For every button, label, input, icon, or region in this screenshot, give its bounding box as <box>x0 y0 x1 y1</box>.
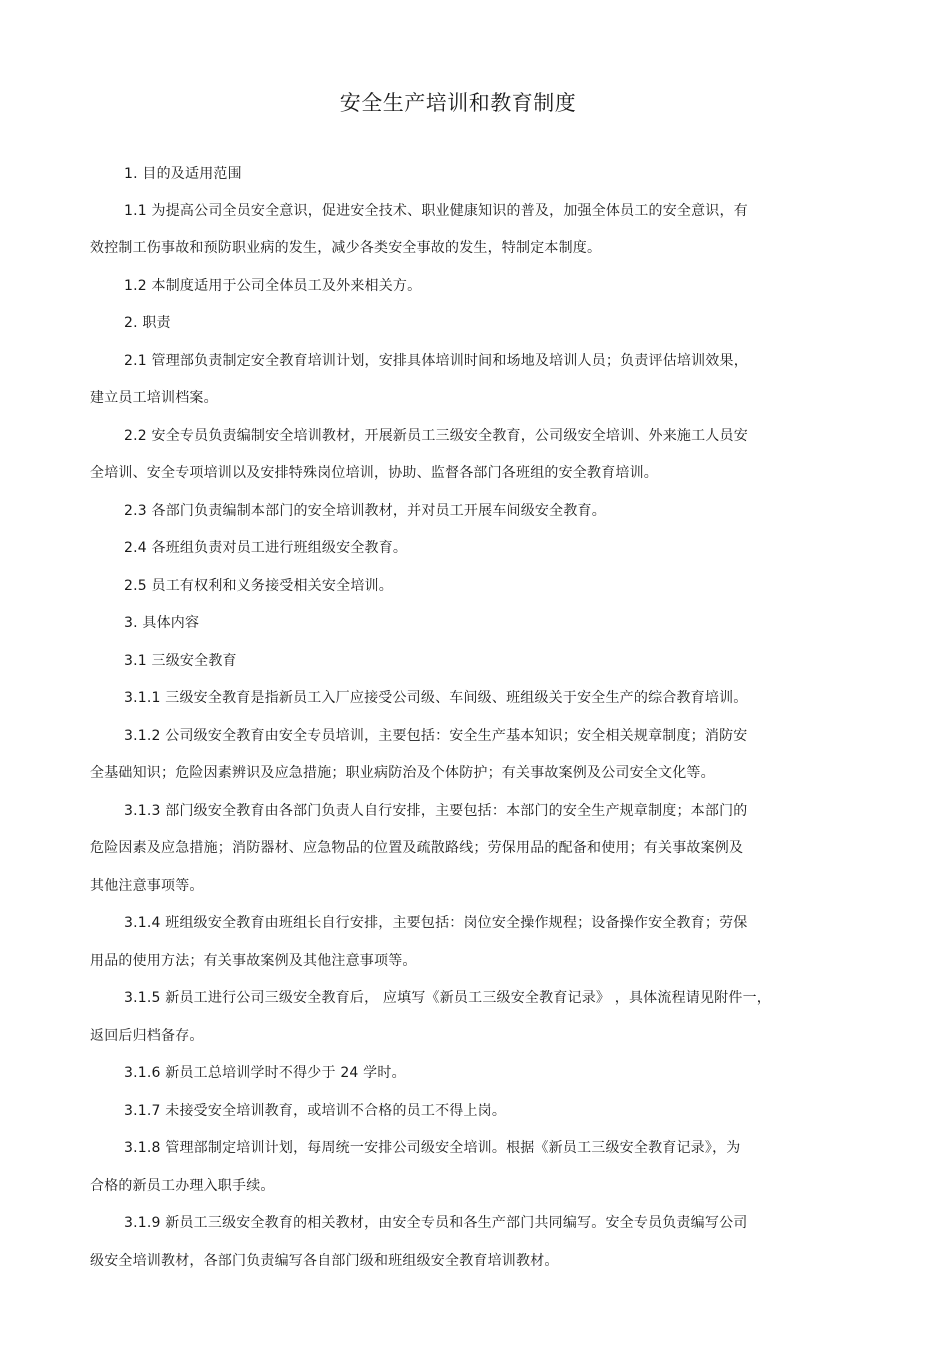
paragraph-2-2-cont: 全培训、安全专项培训以及安排特殊岗位培训，协助、监督各部门各班组的安全教育培训。 <box>90 465 658 481</box>
paragraph-2-4: 2.4 各班组负责对员工进行班组级安全教育。 <box>124 540 408 556</box>
paragraph-3-1-8-cont: 合格的新员工办理入职手续。 <box>90 1178 275 1194</box>
paragraph-2-1-cont: 建立员工培训档案。 <box>90 390 218 406</box>
paragraph-3-1-3-cont-2: 其他注意事项等。 <box>90 878 204 894</box>
paragraph-2-3: 2.3 各部门负责编制本部门的安全培训教材，并对员工开展车间级安全教育。 <box>124 503 606 519</box>
paragraph-3-1-3-cont-1: 危险因素及应急措施；消防器材、应急物品的位置及疏散路线；劳保用品的配备和使用；有关事故案例及 <box>90 840 744 856</box>
paragraph-3-1-7: 3.1.7 未接受安全培训教育，或培训不合格的员工不得上岗。 <box>124 1103 507 1119</box>
paragraph-3-1-3: 3.1.3 部门级安全教育由各部门负责人自行安排，主要包括：本部门的安全生产规章制度；本部门的 <box>124 803 748 819</box>
heading-3-1: 3.1 三级安全教育 <box>124 653 237 669</box>
paragraph-3-1-4-cont: 用品的使用方法；有关事故案例及其他注意事项等。 <box>90 953 417 969</box>
document-title: 安全生产培训和教育制度 <box>339 91 577 115</box>
paragraph-2-5: 2.5 员工有权利和义务接受相关安全培训。 <box>124 578 393 594</box>
heading-2: 2. 职责 <box>124 315 171 331</box>
paragraph-3-1-8: 3.1.8 管理部制定培训计划，每周统一安排公司级安全培训。根据《新员工三级安全教育记录》，为 <box>124 1140 741 1156</box>
paragraph-3-1-5: 3.1.5 新员工进行公司三级安全教育后， 应填写《新员工三级安全教育记录》 ，具体流程请见附件一， <box>124 990 771 1006</box>
paragraph-1-1: 1.1 为提高公司全员安全意识，促进安全技术、职业健康知识的普及，加强全体员工的安全意识，有 <box>124 203 748 219</box>
paragraph-3-1-4: 3.1.4 班组级安全教育由班组长自行安排，主要包括：岗位安全操作规程；设备操作安全教育；劳保 <box>124 915 748 931</box>
paragraph-1-1-cont: 效控制工伤事故和预防职业病的发生，减少各类安全事故的发生，特制定本制度。 <box>90 240 602 256</box>
heading-3: 3. 具体内容 <box>124 615 200 631</box>
paragraph-3-1-6: 3.1.6 新员工总培训学时不得少于 24 学时。 <box>124 1065 406 1081</box>
paragraph-3-1-9-cont: 级安全培训教材，各部门负责编写各自部门级和班组级安全教育培训教材。 <box>90 1253 559 1269</box>
paragraph-3-1-2-cont: 全基础知识；危险因素辨识及应急措施；职业病防治及个体防护；有关事故案例及公司安全文化等。 <box>90 765 715 781</box>
paragraph-3-1-2: 3.1.2 公司级安全教育由安全专员培训，主要包括：安全生产基本知识；安全相关规章制度；消防安 <box>124 728 748 744</box>
paragraph-2-2: 2.2 安全专员负责编制安全培训教材，开展新员工三级安全教育，公司级安全培训、外来施工人员安 <box>124 428 748 444</box>
heading-1: 1. 目的及适用范围 <box>124 166 242 182</box>
paragraph-3-1-5-cont: 返回后归档备存。 <box>90 1028 204 1044</box>
paragraph-2-1: 2.1 管理部负责制定安全教育培训计划，安排具体培训时间和场地及培训人员；负责评估培训效果， <box>124 353 748 369</box>
paragraph-3-1-1: 3.1.1 三级安全教育是指新员工入厂应接受公司级、车间级、班组级关于安全生产的综合教育培训。 <box>124 690 748 706</box>
paragraph-1-2: 1.2 本制度适用于公司全体员工及外来相关方。 <box>124 278 422 294</box>
paragraph-3-1-9: 3.1.9 新员工三级安全教育的相关教材，由安全专员和各生产部门共同编写。安全专员负责编写公司 <box>124 1215 748 1231</box>
